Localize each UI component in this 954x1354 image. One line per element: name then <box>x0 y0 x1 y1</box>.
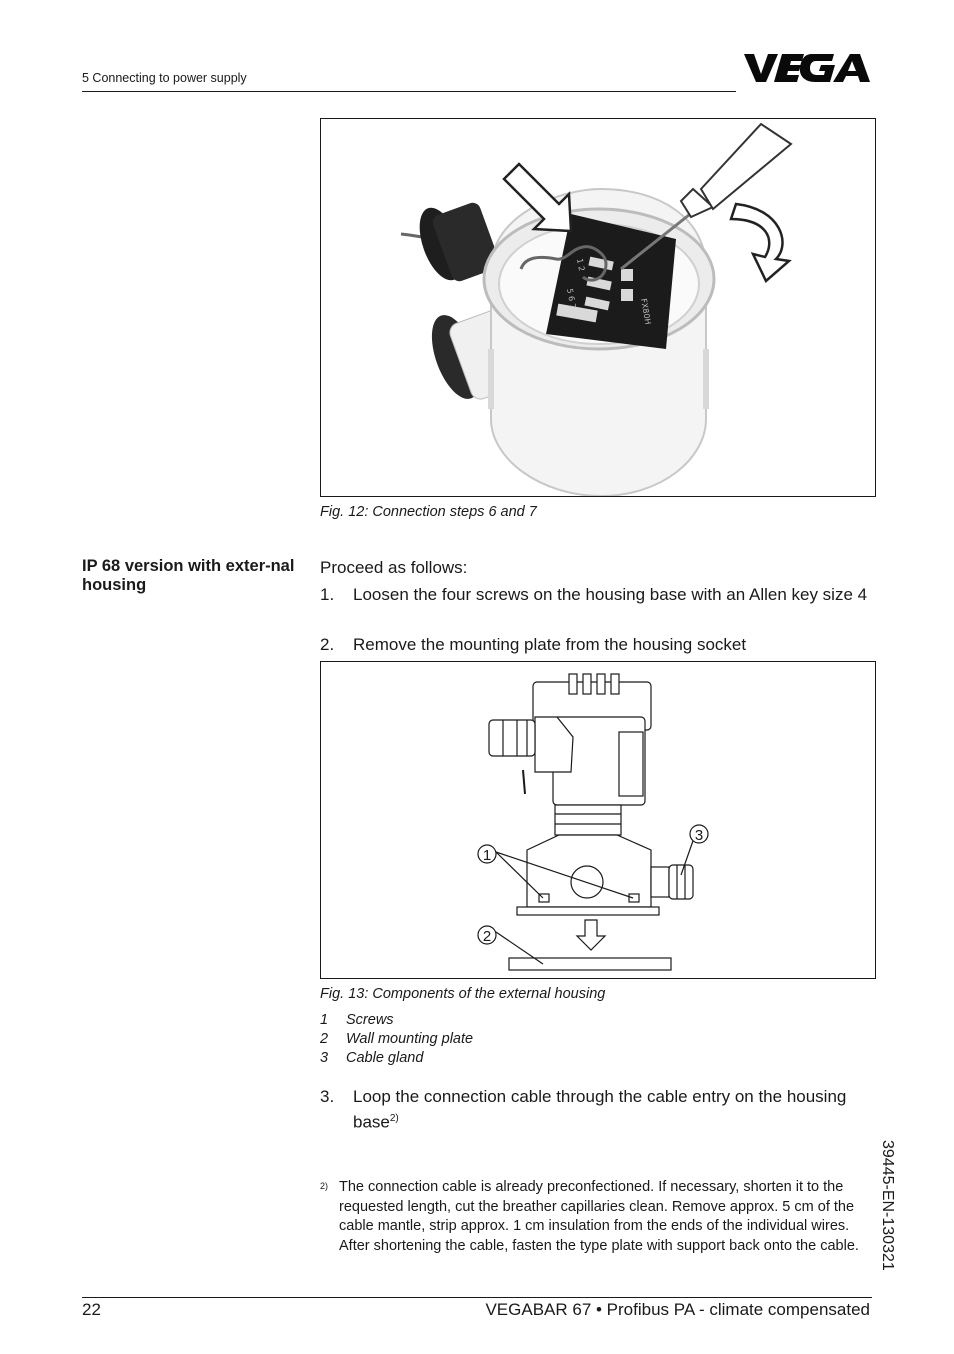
page-number: 22 <box>82 1300 101 1319</box>
step-number: 2. <box>320 635 335 654</box>
legend-label: Wall mounting plate <box>346 1031 474 1047</box>
step-number: 1. <box>320 585 335 604</box>
footnote-reference: 2) <box>389 1113 399 1124</box>
legend-number: 3 <box>320 1050 329 1066</box>
legend-item <box>320 1012 394 1028</box>
step-text: Loop the connection cable through the cable entry on the housing base$^{2)}$ <box>353 1087 847 1132</box>
figure-13-caption: Fig. 13: Components of the external housing <box>320 986 606 1002</box>
intro-text: Proceed as follows: <box>320 558 468 577</box>
callout-1: 1 <box>482 847 492 864</box>
legend-item <box>320 1050 423 1066</box>
callout-2: 2 <box>482 928 492 945</box>
figure-12-caption: Fig. 12: Connection steps 6 and 7 <box>320 504 537 520</box>
footnote-text: The connection cable is already preconfectioned. If necessary, shorten it to the requested length, cut the breather capillaries clean. Remove approx. 5 cm of the cable mantle, strip approx. 1 cm insulation from the ends of the individual wires. After shortening the cable, fasten the type plate with support back onto the cable. <box>339 1179 859 1254</box>
footnote-mark: 2) <box>320 1181 329 1191</box>
footnote <box>320 1178 876 1256</box>
step-text: Remove the mounting plate from the housing socket <box>353 635 747 654</box>
step-3 <box>320 1086 876 1134</box>
callout-3: 3 <box>694 827 704 844</box>
step-number: 3. <box>320 1087 335 1106</box>
step-2 <box>320 634 876 656</box>
step-1 <box>320 584 876 606</box>
running-header: 5 Connecting to power supply <box>82 71 247 85</box>
vega-logo <box>742 52 874 84</box>
figure-12-connection-steps <box>320 118 876 497</box>
footer-rule <box>82 1297 872 1298</box>
legend-item <box>320 1031 473 1047</box>
header-rule <box>82 91 736 92</box>
document-code: 39445-EN-130321 <box>879 1140 896 1271</box>
legend-number: 2 <box>320 1031 329 1047</box>
svg-text:VEGA: VEGA <box>742 52 745 53</box>
figure-13-external-housing <box>320 661 876 979</box>
step-text: Loosen the four screws on the housing base with an Allen key size 4 <box>353 585 868 604</box>
svg-text:FX80H: FX80H <box>639 297 653 326</box>
svg-text:5 6 7: 5 6 7 <box>565 287 578 310</box>
legend-number: 1 <box>320 1012 329 1028</box>
footer-title: VEGABAR 67 • Profibus PA - climate compensated <box>485 1300 870 1319</box>
legend-label: Cable gland <box>346 1050 424 1066</box>
legend-label: Screws <box>346 1012 394 1028</box>
svg-text:1 2: 1 2 <box>575 257 587 272</box>
section-sidebar-heading: IP 68 version with exter-nal housing <box>82 557 295 594</box>
